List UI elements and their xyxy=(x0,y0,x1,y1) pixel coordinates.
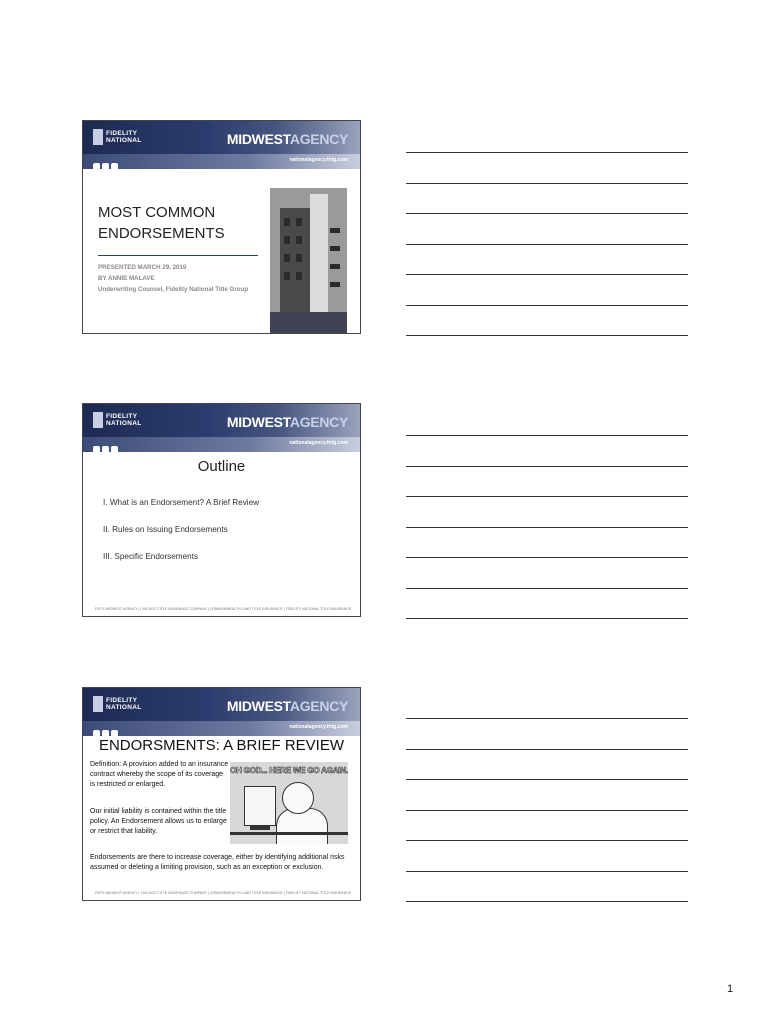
slide-2 xyxy=(82,403,361,617)
slide-header xyxy=(83,404,360,452)
slide-header xyxy=(83,121,360,169)
page-number: 1 xyxy=(727,983,734,995)
house-icon xyxy=(93,129,103,145)
slide-1 xyxy=(82,120,361,334)
list-item: III. Specific Endorsements xyxy=(103,552,199,561)
definition-text: Definition: A provision added to an insurance contract whereby the scope of its coverage is restricted or enlarged. xyxy=(90,761,229,788)
slide-title: Outline xyxy=(197,458,246,475)
brand-title: MIDWESTAGENCY xyxy=(226,414,348,430)
list-item: II. Rules on Issuing Endorsements xyxy=(103,525,228,534)
social-icons xyxy=(93,724,120,732)
house-icon xyxy=(93,412,103,428)
social-icon xyxy=(102,163,109,170)
meme-caption: OH GOD... HERE WE GO AGAIN. xyxy=(230,766,348,775)
slide-title: ENDORSMENTS: A BRIEF REVIEW xyxy=(98,737,345,754)
house-icon xyxy=(93,696,103,712)
slide-footer: FNTG MIDWEST AGENCY | CHICAGO TITLE INSURANCE COMPANY | COMMONWEALTH LAND TITLE INSURANCE | FIDELITY NATIONAL TITLE INSURANCE xyxy=(95,891,352,895)
site-url: nationalagency.fntg.com xyxy=(289,440,348,446)
slide-header xyxy=(83,688,360,736)
liability-text: Our initial liability is contained within the title policy. An Endorsement allows us to enlarge or restrict that liability. xyxy=(90,808,227,835)
building-photo xyxy=(270,188,347,334)
social-icon xyxy=(102,730,109,737)
site-url: nationalagency.fntg.com xyxy=(289,157,348,163)
brand-title: MIDWESTAGENCY xyxy=(226,131,348,147)
social-icon xyxy=(111,446,118,453)
presenter-info: PRESENTED MARCH 29, 2019 BY ANNIE MALAVE Underwriting Counsel, Fidelity National Title Group xyxy=(98,264,249,293)
slide-title: MOST COMMON ENDORSEMENTS xyxy=(98,204,225,242)
list-item: I. What is an Endorsement? A Brief Review xyxy=(103,498,260,507)
social-icon xyxy=(102,446,109,453)
divider xyxy=(98,255,258,256)
fidelity-logo: FIDELITY NATIONAL xyxy=(93,410,143,432)
closing-text: Endorsements are there to increase coverage, either by identifying additional risks assumed or deleting a limiting provision, such as an exception or exclusion. xyxy=(90,854,345,871)
fidelity-logo: FIDELITY NATIONAL xyxy=(93,127,143,149)
slide-3 xyxy=(82,687,361,901)
social-icon xyxy=(93,730,100,737)
social-icon xyxy=(111,730,118,737)
slide-footer: FNTG MIDWEST AGENCY | CHICAGO TITLE INSURANCE COMPANY | COMMONWEALTH LAND TITLE INSURANCE | FIDELITY NATIONAL TITLE INSURANCE xyxy=(95,607,352,611)
social-icon xyxy=(93,446,100,453)
brand-title: MIDWESTAGENCY xyxy=(226,698,348,714)
social-icon xyxy=(111,163,118,170)
social-icon xyxy=(93,163,100,170)
social-icons xyxy=(93,157,120,165)
outline-list xyxy=(103,498,259,579)
fidelity-logo: FIDELITY NATIONAL xyxy=(93,694,143,716)
social-icons xyxy=(93,440,120,448)
site-url: nationalagency.fntg.com xyxy=(289,724,348,730)
meme-image xyxy=(230,762,348,844)
